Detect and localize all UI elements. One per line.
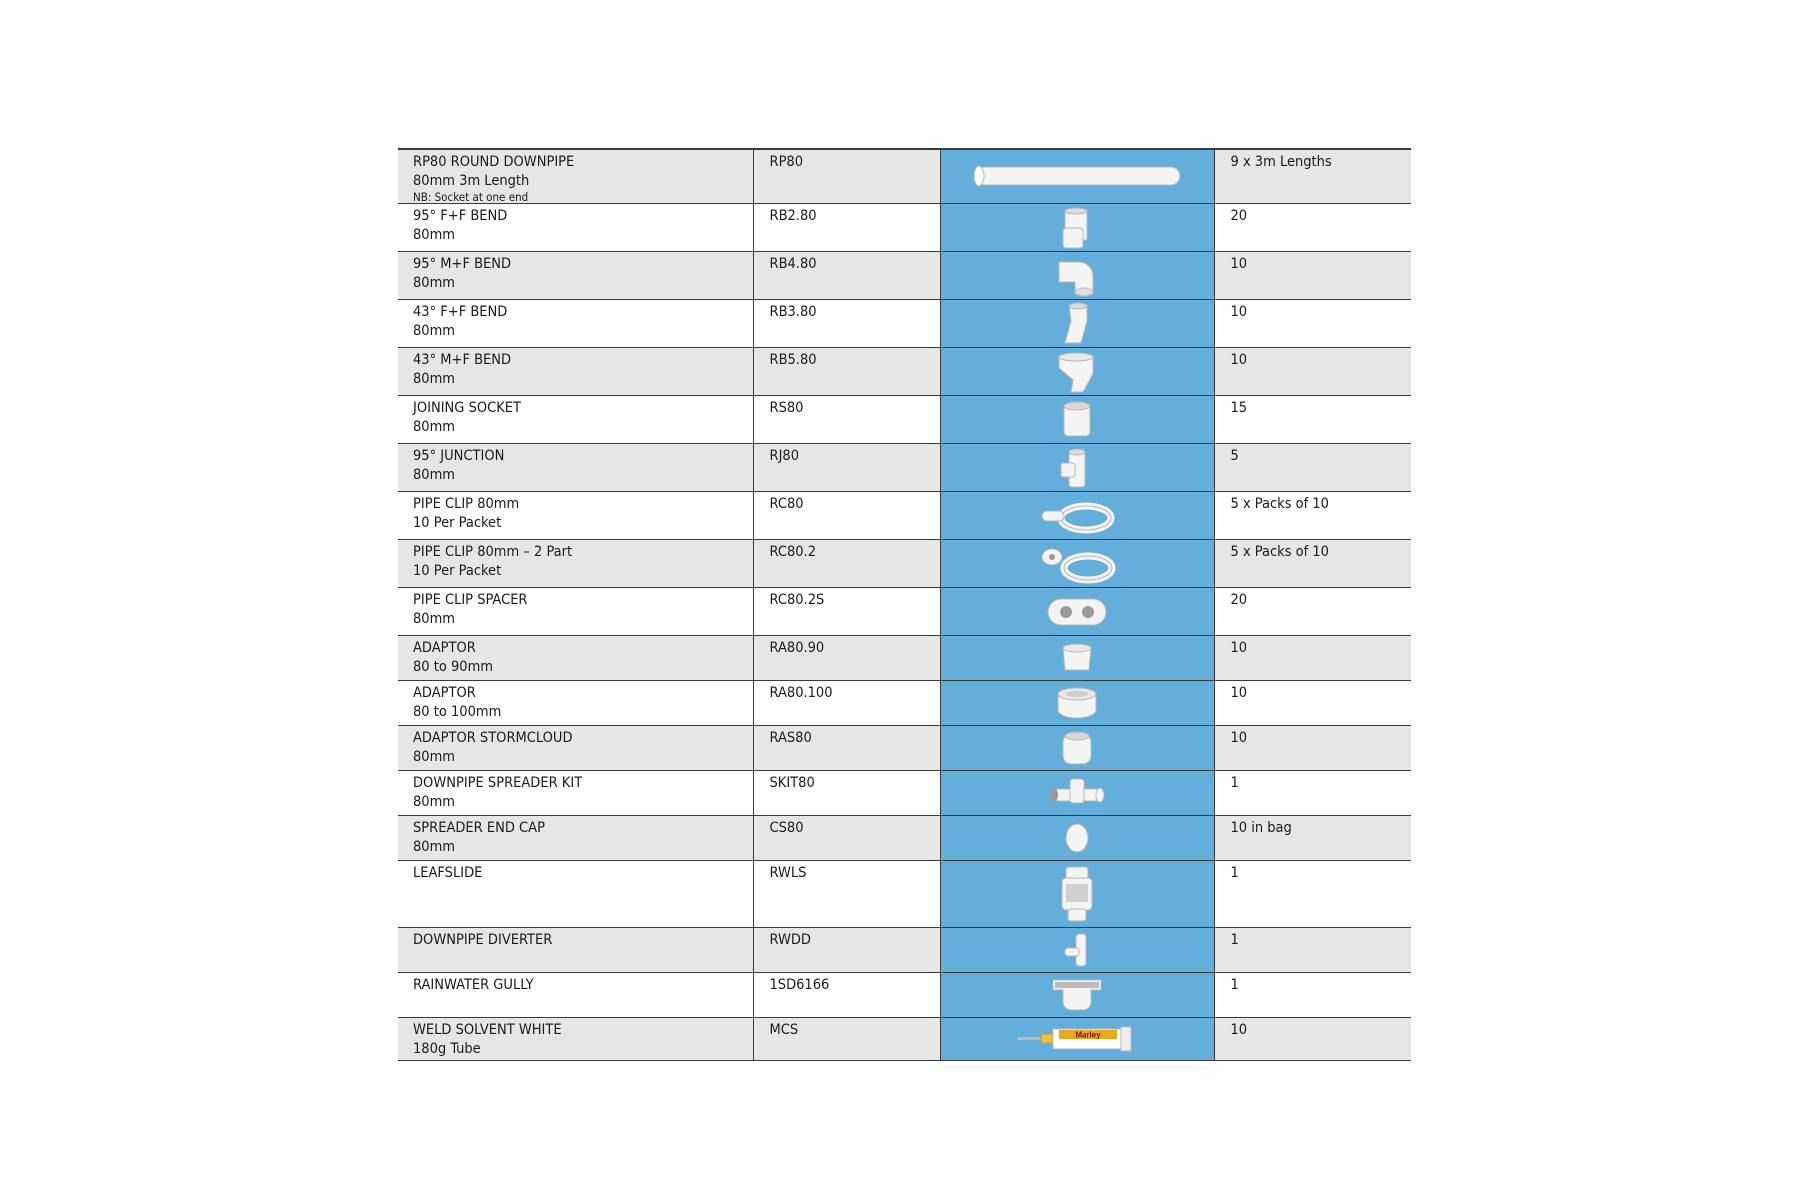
product-code-cell: RC80 [753,492,940,540]
product-code-cell: RB4.80 [753,252,940,300]
description-cell [398,681,753,726]
pipe-clip-spacer-icon [941,593,1214,631]
quantity-cell: 10 [1214,726,1411,771]
description-detail: 80 to 90mm [413,659,493,675]
table-row [398,973,1411,1018]
adaptor-stormcloud-icon [941,728,1214,768]
pipe-clip-2part-icon [941,544,1214,584]
description-detail: 10 Per Packet [413,563,502,579]
product-image-cell [940,636,1214,681]
description-cell [398,1018,753,1061]
description-cell [398,204,753,252]
description-title: SPREADER END CAP [413,820,545,836]
description-cell [398,726,753,771]
description-title: 95° F+F BEND [413,208,508,224]
product-image-cell [940,1018,1214,1061]
description-title: DOWNPIPE SPREADER KIT [413,775,583,791]
description-cell [398,252,753,300]
leafslide-icon [941,864,1214,924]
description-cell [398,861,753,928]
end-cap-icon [941,820,1214,856]
product-image-cell [940,444,1214,492]
mf-bend-95-icon [941,254,1214,298]
description-detail: 80mm [413,323,456,339]
description-detail: 80mm [413,611,456,627]
description-title: ADAPTOR STORMCLOUD [413,730,573,746]
quantity-cell: 20 [1214,204,1411,252]
description-detail: 10 Per Packet [413,515,502,531]
quantity-cell: 10 [1214,636,1411,681]
description-title: PIPE CLIP SPACER [413,592,528,608]
description-title: DOWNPIPE DIVERTER [413,932,553,948]
description-cell [398,149,753,204]
table-row [398,492,1411,540]
product-image-cell [940,726,1214,771]
quantity-cell: 10 [1214,348,1411,396]
joining-socket-icon [941,400,1214,440]
description-title: 43° F+F BEND [413,304,508,320]
table-row [398,252,1411,300]
description-detail: 80mm [413,749,456,765]
description-title: 95° M+F BEND [413,256,512,272]
description-title: 95° JUNCTION [413,448,505,464]
product-image-cell [940,861,1214,928]
description-detail: 80 to 100mm [413,704,502,720]
product-image-cell [940,681,1214,726]
description-cell [398,492,753,540]
quantity-cell: 15 [1214,396,1411,444]
table-row [398,588,1411,636]
product-image-cell [940,396,1214,444]
table-row [398,771,1411,816]
description-title: LEAFSLIDE [413,865,483,881]
product-image-cell [940,492,1214,540]
description-detail: 180g Tube [413,1041,481,1057]
description-title: JOINING SOCKET [413,400,521,416]
product-image-cell [940,588,1214,636]
product-image-cell [940,252,1214,300]
product-code-cell: RS80 [753,396,940,444]
table-row [398,928,1411,973]
description-detail: 80mm [413,275,456,291]
table-row [398,681,1411,726]
product-code-cell: RP80 [753,149,940,204]
product-code-cell: RA80.90 [753,636,940,681]
description-title: RP80 ROUND DOWNPIPE [413,154,575,170]
product-code-cell: 1SD6166 [753,973,940,1018]
table-row [398,348,1411,396]
product-code-cell: RB2.80 [753,204,940,252]
description-title: ADAPTOR [413,640,476,656]
description-cell [398,396,753,444]
ff-bend-43-icon [941,302,1214,346]
quantity-cell: 5 [1214,444,1411,492]
description-detail: 80mm [413,794,456,810]
description-title: RAINWATER GULLY [413,977,534,993]
description-cell [398,771,753,816]
table-row [398,636,1411,681]
description-cell [398,588,753,636]
adaptor-90-icon [941,640,1214,676]
quantity-cell: 9 x 3m Lengths [1214,149,1411,204]
table-row [398,861,1411,928]
quantity-cell: 1 [1214,928,1411,973]
description-cell [398,636,753,681]
product-code-cell: RB3.80 [753,300,940,348]
solvent-tube-icon [941,1023,1214,1055]
description-cell [398,444,753,492]
adaptor-100-icon [941,684,1214,722]
product-code-cell: RB5.80 [753,348,940,396]
description-cell [398,348,753,396]
spreader-kit-icon [941,775,1214,811]
table-row [398,204,1411,252]
quantity-cell: 5 x Packs of 10 [1214,492,1411,540]
table-row [398,300,1411,348]
quantity-cell: 10 [1214,252,1411,300]
description-detail: 80mm [413,419,456,435]
quantity-cell: 1 [1214,771,1411,816]
diverter-icon [941,932,1214,968]
table-row [398,816,1411,861]
quantity-cell: 1 [1214,973,1411,1018]
description-cell [398,540,753,588]
ff-bend-95-icon [941,206,1214,250]
product-image-cell [940,204,1214,252]
quantity-cell: 10 in bag [1214,816,1411,861]
product-image-cell [940,300,1214,348]
description-detail: 80mm [413,839,456,855]
product-code-cell: RC80.2 [753,540,940,588]
quantity-cell: 20 [1214,588,1411,636]
parts-table-sheet [398,148,1411,1061]
product-code-cell: RWDD [753,928,940,973]
product-code-cell: RA80.100 [753,681,940,726]
quantity-cell: 10 [1214,300,1411,348]
table-row [398,726,1411,771]
description-detail: 80mm [413,467,456,483]
quantity-cell: 1 [1214,861,1411,928]
product-code-cell: RJ80 [753,444,940,492]
product-image-cell [940,771,1214,816]
product-code-cell: RWLS [753,861,940,928]
gully-icon [941,976,1214,1014]
product-code-cell: RC80.2S [753,588,940,636]
mf-bend-43-icon [941,350,1214,394]
downpipe-length-icon [941,163,1214,191]
quantity-cell: 10 [1214,681,1411,726]
product-image-cell [940,540,1214,588]
junction-icon [941,447,1214,489]
product-image-cell [940,973,1214,1018]
description-title: PIPE CLIP 80mm [413,496,520,512]
product-code-cell: RAS80 [753,726,940,771]
description-title: WELD SOLVENT WHITE [413,1022,562,1038]
parts-table [398,148,1411,1061]
table-row [398,1018,1411,1061]
description-cell [398,300,753,348]
table-row [398,540,1411,588]
description-cell [398,973,753,1018]
description-title: 43° M+F BEND [413,352,512,368]
product-code-cell: CS80 [753,816,940,861]
quantity-cell: 10 [1214,1018,1411,1061]
description-detail: 80mm [413,371,456,387]
description-title: PIPE CLIP 80mm – 2 Part [413,544,573,560]
quantity-cell: 5 x Packs of 10 [1214,540,1411,588]
description-cell [398,816,753,861]
table-row [398,444,1411,492]
table-row [398,396,1411,444]
product-image-cell [940,928,1214,973]
description-cell [398,928,753,973]
product-code-cell: SKIT80 [753,771,940,816]
product-image-cell [940,816,1214,861]
description-detail: 80mm 3m Length [413,173,530,189]
product-image-cell [940,348,1214,396]
tube-brand-label: Marley [1075,1030,1101,1040]
description-note: NB: Socket at one end [413,190,529,204]
description-detail: 80mm [413,227,456,243]
pipe-clip-icon [941,496,1214,536]
description-title: ADAPTOR [413,685,476,701]
table-row [398,149,1411,204]
product-image-cell [940,149,1214,204]
product-code-cell: MCS [753,1018,940,1061]
